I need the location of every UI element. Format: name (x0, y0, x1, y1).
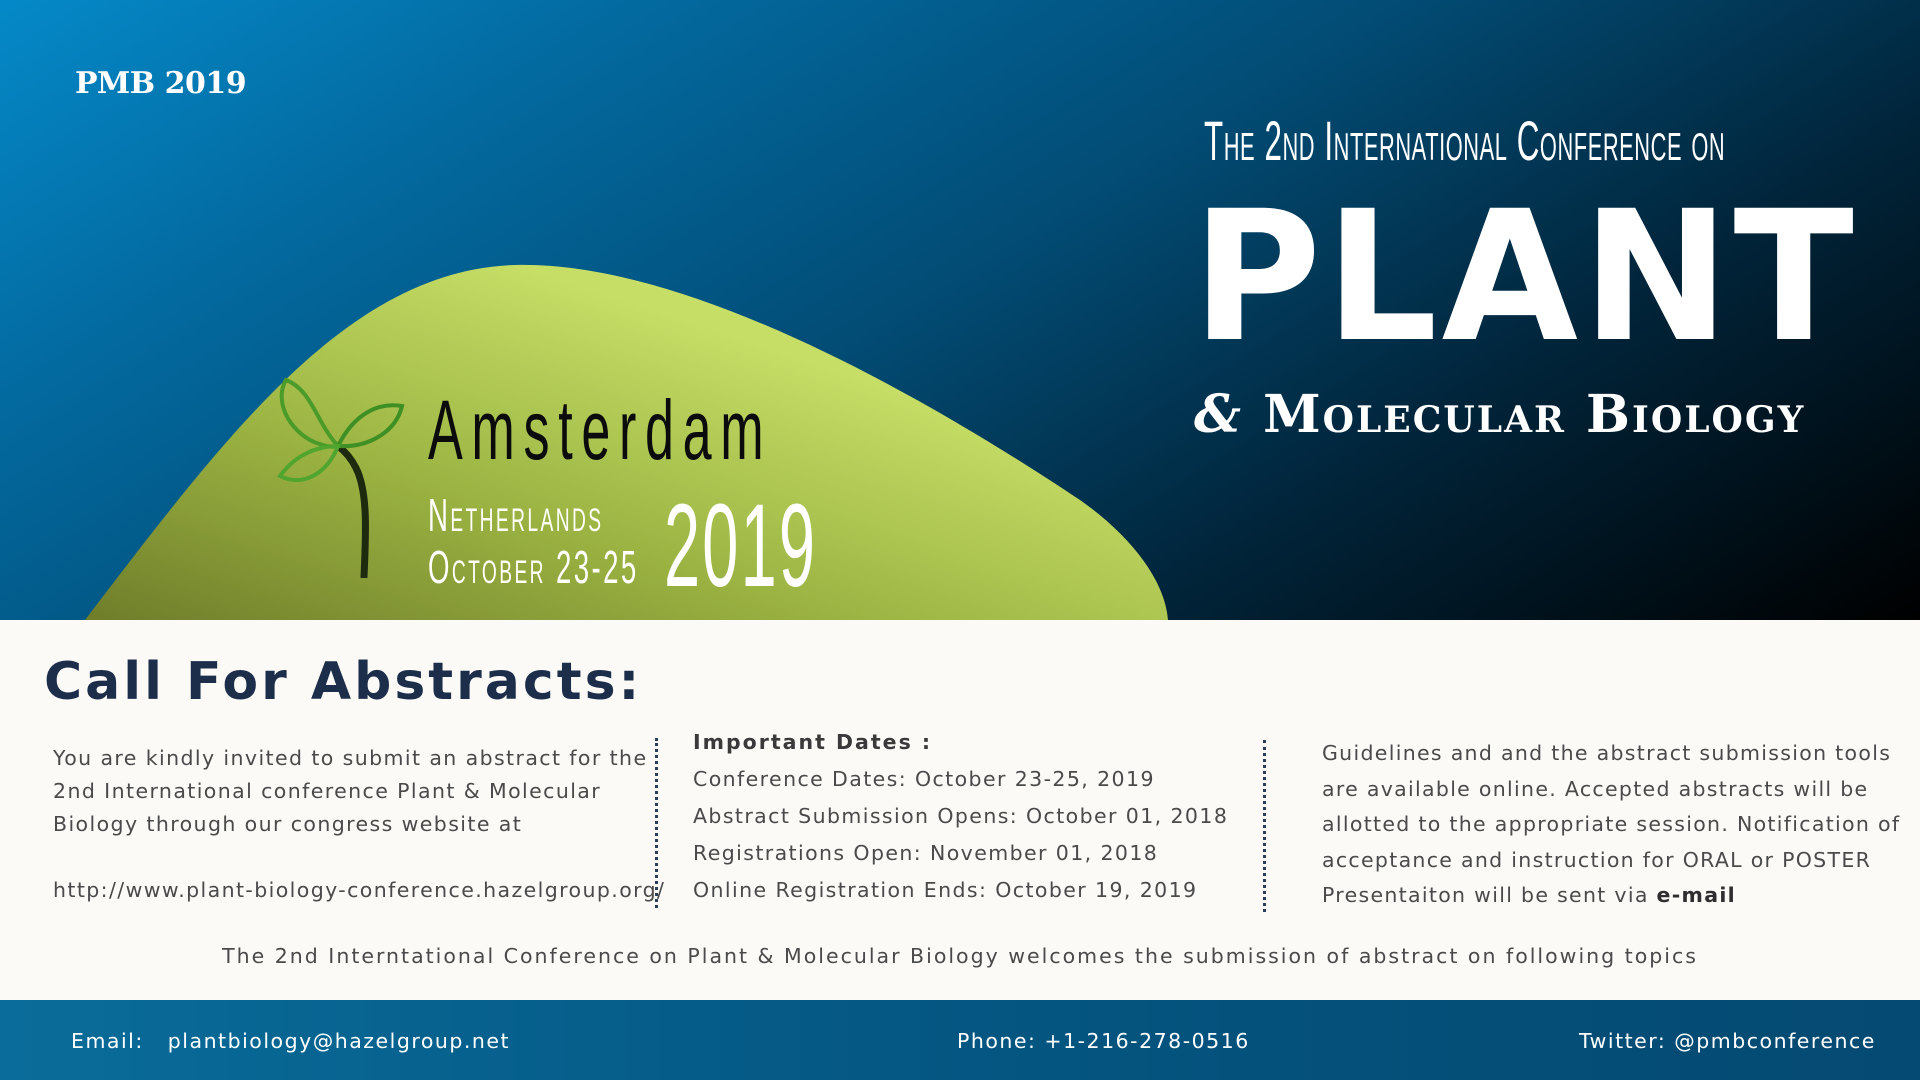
welcome-text: The 2nd Interntational Conference on Plant & Molecular Biology welcomes the submission of abstract on following topics (222, 944, 1698, 968)
email-link[interactable]: plantbiology@hazelgroup.net (167, 1029, 511, 1053)
headline-subtitle (1194, 384, 1805, 445)
venue-city: Amsterdam (428, 383, 773, 477)
congress-website-link[interactable]: http://www.plant-biology-conference.hazelgroup.org/ (53, 878, 666, 902)
headline-main: PLANT (1192, 173, 1858, 382)
guidelines-line: acceptance and instruction for ORAL or POSTER (1322, 847, 1872, 872)
call-intro-line: 2nd International conference Plant & Molecular (53, 779, 602, 803)
footer-email (71, 1029, 510, 1053)
call-intro-line: Biology through our congress website at (53, 812, 523, 836)
email-label: Email: (71, 1029, 144, 1053)
brand-label: PMB 2019 (75, 66, 247, 101)
call-intro-line: You are kindly invited to submit an abstract for the (53, 746, 648, 770)
guidelines-line (1322, 878, 1882, 914)
guidelines-line: Guidelines and and the abstract submission tools (1322, 741, 1892, 765)
footer-phone[interactable]: Phone: +1-216-278-0516 (957, 1029, 1250, 1053)
dates-item: Registrations Open: November 01, 2018 (693, 841, 1159, 865)
column-divider (655, 738, 658, 908)
headline-ampersand: & (1194, 384, 1243, 445)
call-title: Call For Abstracts: (44, 652, 643, 712)
headline-sub: Molecular Biology (1263, 384, 1806, 445)
call-intro (53, 742, 666, 907)
guidelines (1322, 736, 1901, 914)
dates-item: Abstract Submission Opens: October 01, 2018 (693, 804, 1229, 828)
venue-country: Netherlands (428, 489, 604, 541)
guidelines-line: allotted to the appropriate session. Notification of (1322, 812, 1901, 836)
column-divider (1263, 740, 1266, 912)
important-dates (693, 724, 1253, 909)
dates-item: Online Registration Ends: October 19, 2019 (693, 878, 1198, 902)
headline-intro: The 2nd International Conference on (1204, 109, 1726, 172)
guidelines-last-text: Presentaiton will be sent via (1322, 883, 1657, 907)
plant-sprout-icon (268, 372, 408, 578)
footer-twitter[interactable]: Twitter: @pmbconference (1579, 1029, 1876, 1053)
guidelines-line: are available online. Accepted abstracts will be (1322, 776, 1869, 801)
dates-item: Conference Dates: October 23-25, 2019 (693, 767, 1155, 791)
guidelines-email-word: e-mail (1656, 883, 1736, 907)
venue-dates: October 23-25 (428, 541, 639, 593)
dates-heading: Important Dates : (693, 730, 933, 754)
venue-year: 2019 (664, 480, 818, 612)
